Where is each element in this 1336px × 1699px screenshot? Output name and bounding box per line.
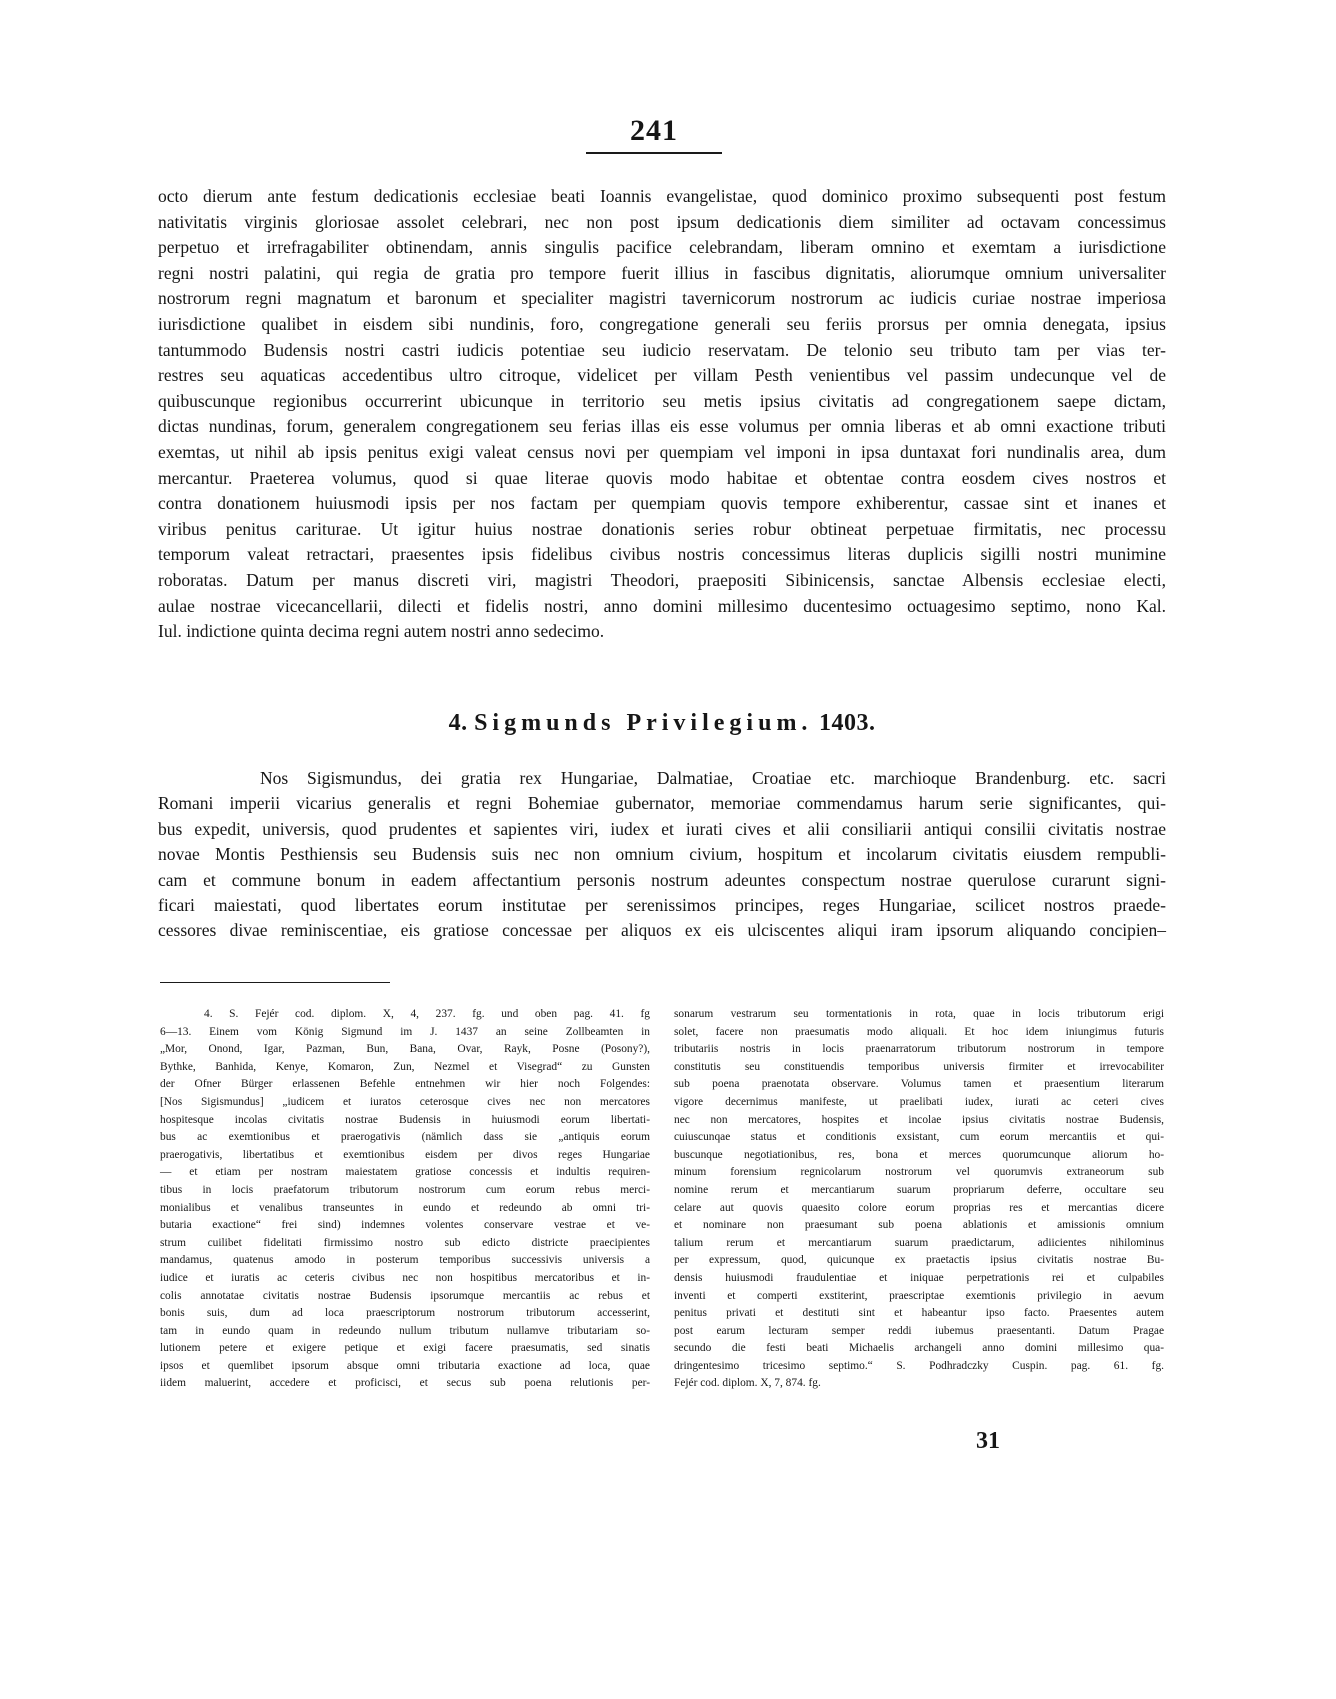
footnote-line: monialibus et venalibus transeuntes in eundo et redeundo ab omni tri- [160,1201,650,1214]
footnote-line: cuiuscunqae status et conditionis exsistant, cum eorum mercantiis et qui- [674,1131,1164,1144]
text-line: temporum valeat retractari, praesentes ipsis fidelibus civibus nostris concessimus literas duplicis sigilli nostri munimine [158,544,1166,565]
text-line: mercantur. Praeterea volumus, quod si quae literae quovis modo habitae et obtentae contra eosdem cives nostros et [158,467,1166,488]
charter-text [158,184,1166,645]
text-line: roboratas. Datum per manus discreti viri, magistri Theodori, praepositi Sibinicensis, sanctae Albensis ecclesiae electi, [158,569,1166,590]
section-number: 4. [448,710,468,736]
footnote-line: vigore decernimus manifeste, ut praelibati iudex, iurati ac ceteri cives [674,1095,1164,1108]
footnote-line: iidem maluerint, accedere et proficisci, et secus sub poena relutionis per- [160,1377,650,1390]
text-line: restres seu aquaticas accedentibus ultro citroque, videlicet per villam Pesth venientibus vel passim undecunque vel de [158,365,1166,386]
text-line: exemtas, ut nihil ab ipsis penitus exigi valeat census novi per quempiam vel imponi in ipsa duntaxat fori nundinalis area, dum [158,441,1166,462]
section-heading [158,710,1166,737]
footnote-line: bus ac exemtionibus et praerogativis (nämlich dass sie „antiquis eorum [160,1131,650,1144]
footnote-line: [Nos Sigismundus] „iudicem et iuratos ceterosque cives nec non mercatores [160,1095,650,1108]
text-line: tantummodo Budensis nostri castri iudicis potentiae seu iudicio reservatam. De telonio seu tributo tam per vias ter- [158,339,1166,360]
footnote-line: solet, facere non praesumatis modo aliquali. Et hoc idem iniungimus futuris [674,1025,1164,1038]
section-title: Sigmunds Privilegium. [474,710,813,736]
text-line: quibuscunque regionibus occurrerint ubicunque in territorio seu metis ipsius civitatis ad congregationem saepe dictam, [158,390,1166,411]
footnote-separator [160,982,390,983]
footnote-line: 4. S. Fejér cod. diplom. X, 4, 237. fg. und oben pag. 41. fg [204,1008,650,1020]
text-line: perpetuo et irrefragabiliter obtinendam, annis singulis pacifice celebrandam, liberam omnino et exemtam a iurisdictione [158,237,1166,258]
footnote-line: ipsos et quemlibet ipsorum absque omni tributaria exactione ad loca, quae [160,1359,650,1372]
footnote-line: constitutis seu constituendis temporibus universis firmiter et irrevocabiliter [674,1060,1164,1073]
footnote-line: butaria exactione“ frei sind) indemnes volentes conservare vestrae et ve- [160,1219,650,1232]
text-line: dictas nundinas, forum, generalem congregationem seu ferias illas eis esse volumus per omnia liberas et ab omni exactione tributi [158,416,1166,437]
footnote-line: per expressum, quod, quicunque ex praetactis ipsius civitatis nostrae Bu- [674,1254,1164,1267]
text-line: regni nostri palatini, qui regia de gratia pro tempore fuerit illius in fascibus dignitatis, aliorumque omnium universaliter [158,262,1166,283]
footnote-line: sub poena praenotata observare. Volumus tamen et praesentium literarum [674,1078,1164,1091]
text-line: contra donationem huiusmodi ipsis per nos factam per quempiam quovis tempore exhiberentur, cassae sint et inanes et [158,493,1166,514]
footnote-line: et nominare non praesumant sub poena ablationis et amissionis omnium [674,1219,1164,1232]
footnote-line: nec non mercatores, hospites et incolae ipsius civitatis nostrae Budensis, [674,1113,1164,1126]
text-line: Romani imperii vicarius generalis et regni Bohemiae gubernator, memoriae commendamus harum serie significantes, qui- [158,793,1166,814]
footnote-line: minum forensium regnicolarum nostrorum vel quorumvis extraneorum sub [674,1166,1164,1179]
section-year: 1403. [818,710,876,736]
text-line: nativitatis virginis gloriosae assolet celebrari, nec non post ipsum dedicationis diem similiter ad octavam concessimus [158,211,1166,232]
footnote-line: penitus privati et destituti sint et habeantur ipso facto. Praesentes autem [674,1307,1164,1320]
text-line: iurisdictione qualibet in eisdem sibi nundinis, foro, congregatione generali seu feriis prorsus per omnia denegata, ipsius [158,313,1166,334]
footnote-line: iudice et iuratis ac ceteris civibus nec non hospitibus mercatoribus et in- [160,1271,650,1284]
footnote-line: tibus in locis praefatorum tributorum nostrorum cum eorum rebus merci- [160,1183,650,1196]
footnote-line: post earum lecturam semper reddi iubemus praesentanti. Datum Pragae [674,1324,1164,1337]
text-line: cam et commune bonum in eadem affectantium personis nostrum adeuntes conspectum nostrae querulose curarunt signi- [158,869,1166,890]
footnote-line: lutionem petere et exigere petique et exigi facere praesumatis, sed sinatis [160,1342,650,1355]
footnote-line: densis huiusmodi fraudulentiae et iniquae perpetrationis rei et culpabiles [674,1271,1164,1284]
footnote-line: der Ofner Bürger erlassenen Befehle entnehmen wir hier noch Folgendes: [160,1078,650,1091]
footnote-line: buscunque negotiationibus, res, bona et merces quorumcunque aliorum ho- [674,1148,1164,1161]
footnote-line: praerogativis, libertatibus et exemtionibus eisdem per divos reges Hungariae [160,1148,650,1161]
footnote-line: dringentesimo tricesimo septimo.“ S. Podhradczky Cuspin. pag. 61. fg. [674,1359,1164,1372]
footnote-line: inventi et comperti exstiterint, praescriptae exemtionis privilegio in aevum [674,1289,1164,1302]
footnote-line: mandamus, quatenus amodo in posterum temporibus successivis universis a [160,1254,650,1267]
footnote-line: hospitesque incolas civitatis nostrae Budensis in huiusmodi eorum libertati- [160,1113,650,1126]
text-line: nostrorum regni magnatum et baronum et specialiter magistri tavernicorum nostrorum ac iudicis curiae nostrae imperiosa [158,288,1166,309]
footnote-line: Bythke, Banhida, Kenye, Komaron, Zun, Nezmel et Visegrad“ zu Gunsten [160,1060,650,1073]
footnote-line: nomine rerum et mercantiarum suarum propriarum deferre, occultare seu [674,1183,1164,1196]
footnote-line: tam in eundo quam in redeundo nullum tributum nullamve tributariam so- [160,1324,650,1337]
text-line: Nos Sigismundus, dei gratia rex Hungariae, Dalmatiae, Croatiae etc. marchioque Brandenburg. etc. sacri [260,768,1166,788]
page-number: 241 [586,114,722,154]
footnote-column-left [160,1006,650,1393]
text-line: bus expedit, universis, quod prudentes et sapientes viri, iudex et iurati cives et alii consiliarii antiqui consilii civitatis nostrae [158,818,1166,839]
text-line: viribus penitus cariturae. Ut igitur huius nostrae donationis series robur obtineat perpetuae firmitatis, nec processu [158,518,1166,539]
text-line: cessores divae reminiscentiae, eis gratiose concessae per aliquos ex eis ulciscentes aliqui iram ipsorum aliquando concipien– [158,920,1166,941]
footnote-line: 6—13. Einem vom König Sigmund im J. 1437 an seine Zollbeamten in [160,1025,650,1038]
privilege-text [158,766,1166,944]
footnote-line: strum cuilibet fidelitati firmissimo nostro sub edicto districte praecipientes [160,1236,650,1249]
footnote-line: colis annotatae civitatis nostrae Budensis ipsorumque mercantiis ac rebus et [160,1289,650,1302]
footnote-line: tributariis nostris in locis praenarratorum tributorum nostrorum in tempore [674,1043,1164,1056]
footnote-line: bonis suis, dum ad loca praescriptorum nostrorum tributorum accesserint, [160,1307,650,1320]
footnote-line: sonarum vestrarum seu tormentationis in rota, quae in locis tributorum erigi [674,1008,1164,1020]
signature-mark: 31 [976,1428,1000,1454]
footnote-line: secundo die festi beati Michaelis archangeli anno domini millesimo qua- [674,1342,1164,1355]
footnote-line: talium rerum et mercantiarum suarum praedictarum, adiicientes nihilominus [674,1236,1164,1249]
text-line: ficari maiestati, quod libertates eorum institutae per serenissimos principes, reges Hungariae, scilicet nostros praede- [158,895,1166,916]
footnote-column-right [674,1006,1164,1393]
footnote-line: — et etiam per nostram maiestatem gratiose concessis et indultis requiren- [160,1166,650,1179]
footnote-line: Fejér cod. diplom. X, 7, 874. fg. [674,1377,821,1390]
footnote-line: celare aut quovis quaesito colore eorum proprias res et mercantias dicere [674,1201,1164,1214]
text-line: octo dierum ante festum dedicationis ecclesiae beati Ioannis evangelistae, quod dominico proximo subsequenti post festum [158,186,1166,206]
text-line: Iul. indictione quinta decima regni autem nostri anno sedecimo. [158,621,605,642]
text-line: aulae nostrae vicecancellarii, dilecti et fidelis nostri, anno domini millesimo ducentesimo octuagesimo septimo, nono Kal. [158,595,1166,616]
text-line: novae Montis Pesthiensis seu Budensis suis nec non omnium civium, hospitum et incolarum civitatis eiusdem rempubli- [158,844,1166,865]
footnote-line: „Mor, Onond, Igar, Pazman, Bun, Bana, Ovar, Rayk, Posne (Posony?), [160,1043,650,1056]
